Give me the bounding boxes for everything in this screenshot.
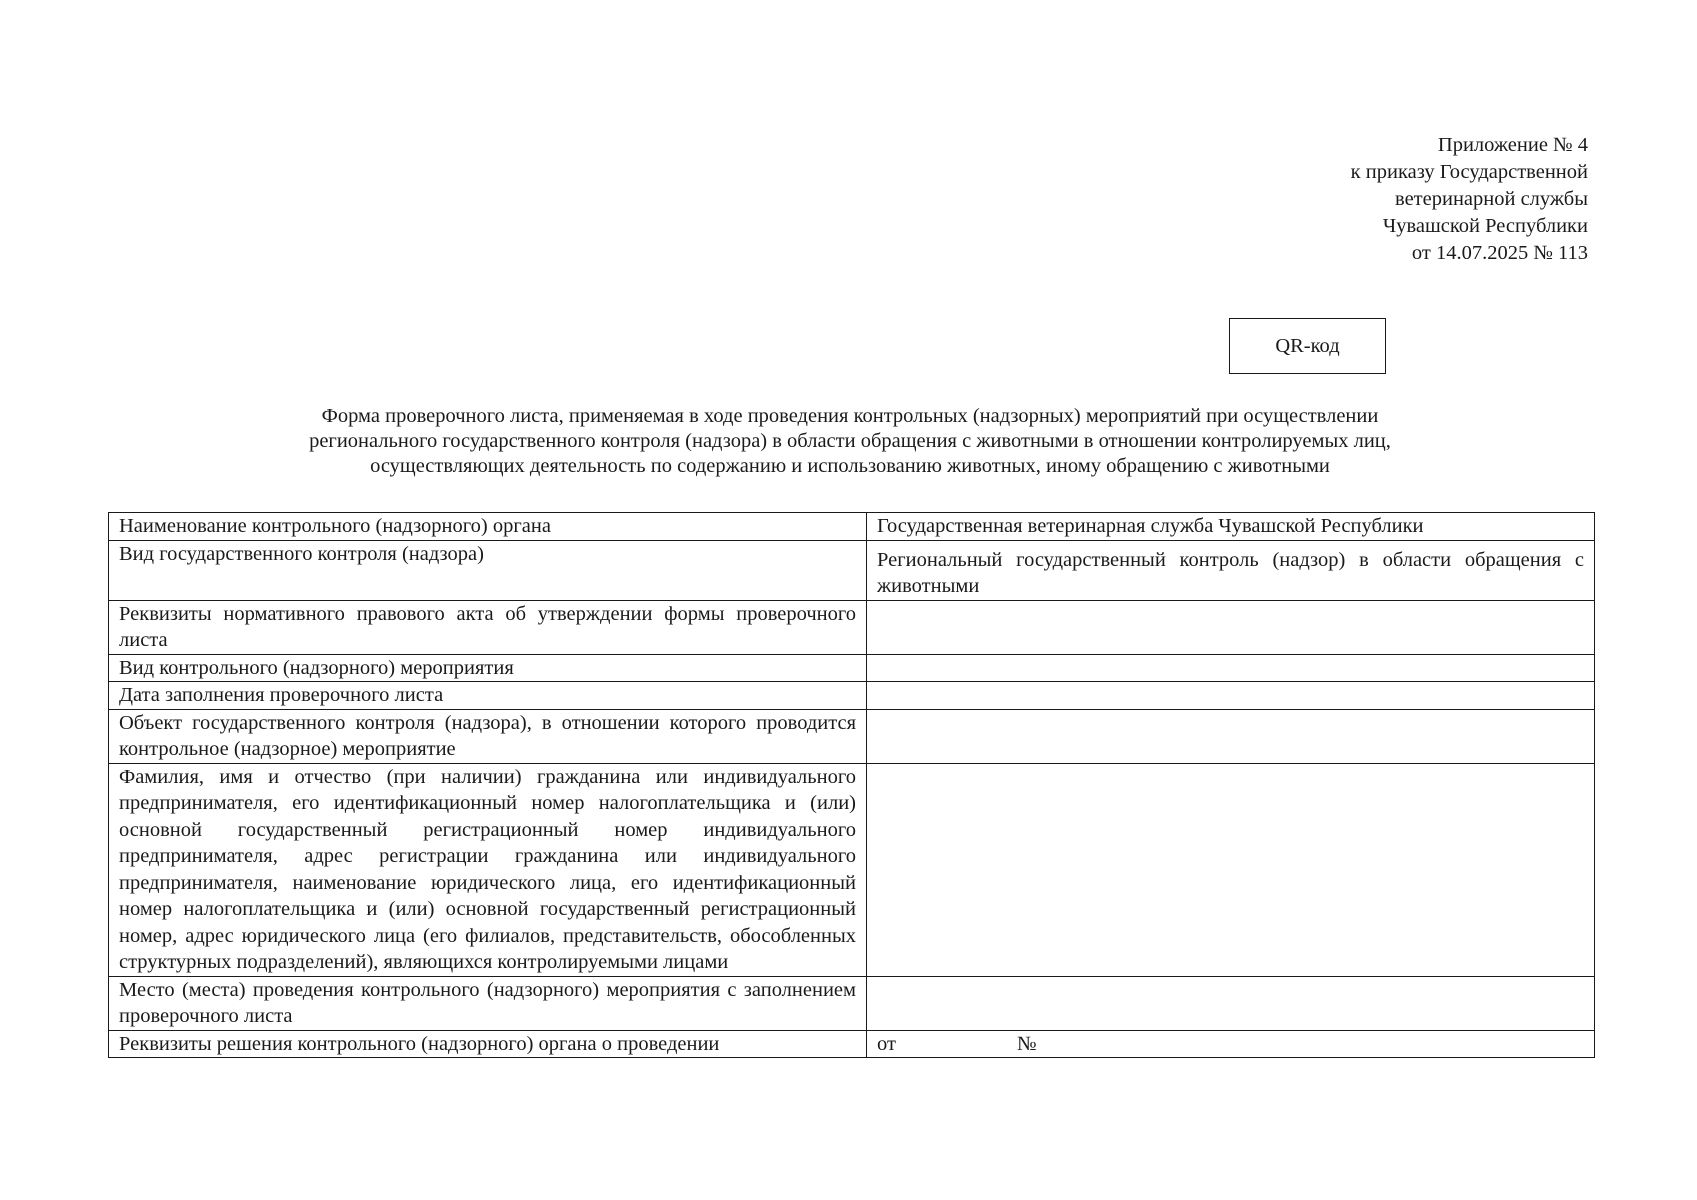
row-label: Фамилия, имя и отчество (при наличии) гражданина или индивидуального предпринимателя, его идентификационный номер налогоплательщика и (или) основной государственный регистрационный номер индивидуального предпринимателя, адрес регистрации гражданина или индивидуального предпринимателя, наименование юридического лица, его идентификационный номер налогоплательщика и (или) основной государственный регистрационный номер, адрес юридического лица (его филиалов, представительств, обособленных структурных подразделений), являющихся контролируемыми лицами [109,763,867,976]
row-value[interactable] [867,600,1595,654]
table-row [109,654,1595,682]
table-row [109,709,1595,763]
row-value[interactable] [867,976,1595,1030]
form-title-line: осуществляющих деятельность по содержанию и использованию животных, иному обращению с животными [370,455,1330,477]
table-row [109,600,1595,654]
qr-code-placeholder [1229,318,1386,374]
table-row [109,540,1595,600]
checklist-form-table [108,512,1595,1058]
row-label: Реквизиты решения контрольного (надзорного) органа о проведении [109,1030,867,1058]
form-title-line: Форма проверочного листа, применяемая в ходе проведения контрольных (надзорных) мероприятий при осуществлении [321,405,1379,427]
appendix-line: Чувашской Республики [1382,215,1588,237]
row-value[interactable] [867,709,1595,763]
row-value: Государственная ветеринарная служба Чувашской Республики [867,513,1595,541]
row-value[interactable] [867,1030,1595,1058]
table-row [109,513,1595,541]
row-label: Наименование контрольного (надзорного) органа [109,513,867,541]
appendix-line: к приказу Государственной [1350,161,1588,183]
row-label: Объект государственного контроля (надзора), в отношении которого проводится контрольное (надзорное) мероприятие [109,709,867,763]
appendix-line: ветеринарной службы [1395,188,1588,210]
table-row [109,682,1595,710]
form-title [110,404,1590,479]
appendix-header [1351,132,1588,267]
table-row [109,976,1595,1030]
qr-code-label: QR-код [1275,334,1340,357]
row-value[interactable] [867,654,1595,682]
row-value[interactable] [867,682,1595,710]
row-value: Региональный государственный контроль (надзор) в области обращения с животными [867,540,1595,600]
row-value[interactable] [867,763,1595,976]
table-row [109,763,1595,976]
form-title-line: регионального государственного контроля (надзора) в области обращения с животными в отношении контролируемых лиц, [309,430,1391,452]
row-label: Дата заполнения проверочного листа [109,682,867,710]
appendix-line: Приложение № 4 [1437,134,1588,156]
table-row [109,1030,1595,1058]
number-sign: № [1017,1032,1037,1055]
from-label: от [877,1032,896,1055]
row-label: Место (места) проведения контрольного (надзорного) мероприятия с заполнением проверочного листа [109,976,867,1030]
row-label: Вид контрольного (надзорного) мероприятия [109,654,867,682]
row-label: Вид государственного контроля (надзора) [109,540,867,600]
row-label: Реквизиты нормативного правового акта об утверждении формы проверочного листа [109,600,867,654]
appendix-line: от 14.07.2025 № 113 [1411,242,1588,264]
